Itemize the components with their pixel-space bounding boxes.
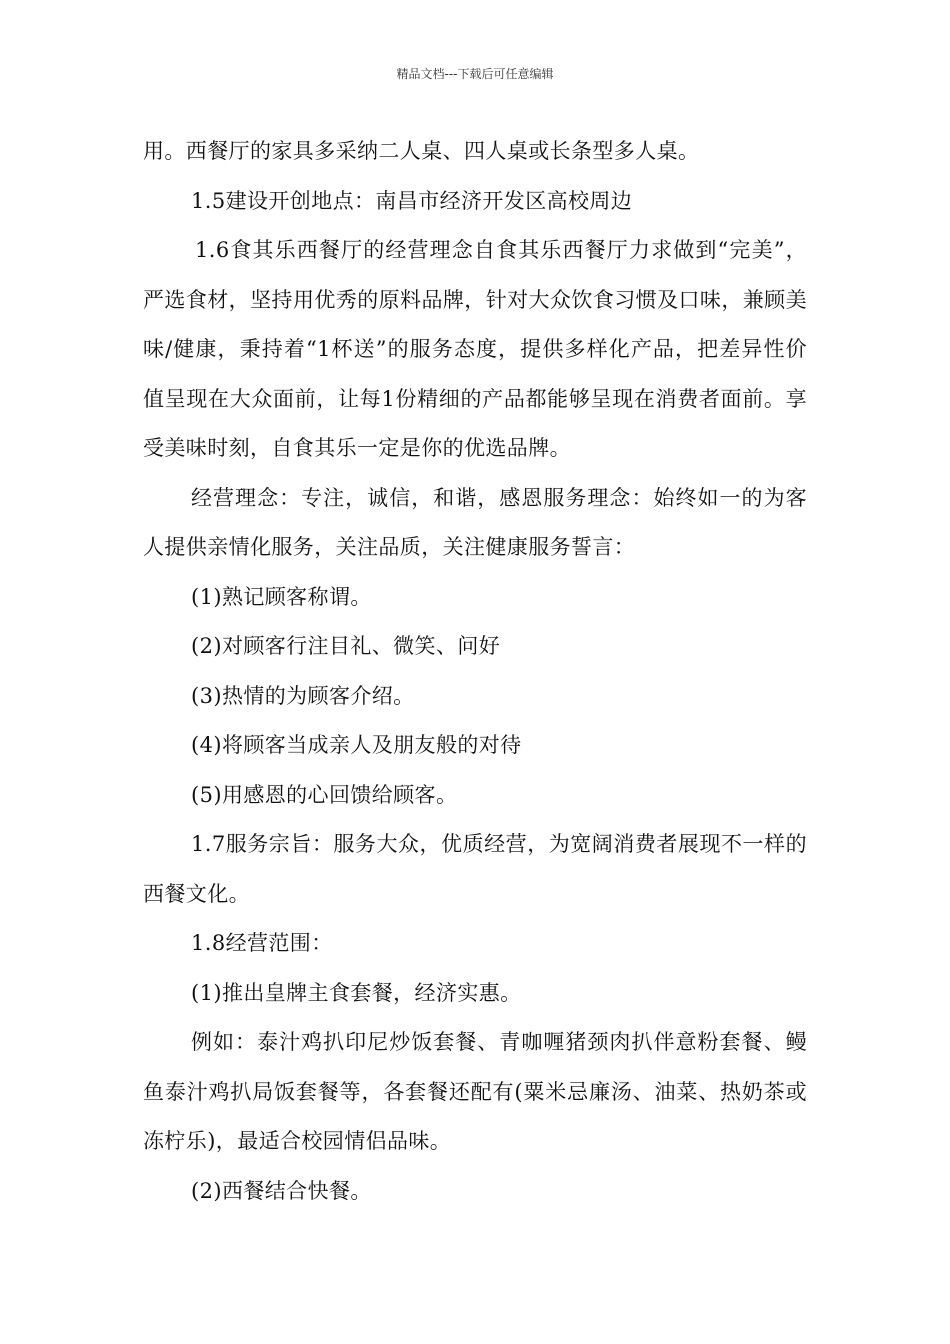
- paragraph-philosophy: 1.6食其乐西餐厅的经营理念自食其乐西餐厅力求做到“完美”，严选食材，坚持用优秀的原料品牌，针对大众饮食习惯及口味，兼顾美味/健康，秉持着“1杯送”的服务态度，提供多样化产品，把差异性价值呈现在大众面前，让每1份精细的产品都能够呈现在消费者面前。享受美味时刻，自食其乐一定是你的优选品牌。: [143, 238, 807, 460]
- paragraph-business-scope: 1.8经营范围：: [191, 931, 333, 955]
- document-body: [143, 127, 807, 1216]
- list-item-2: (2)对顾客行注目礼、微笑、问好: [191, 634, 501, 658]
- paragraph-service-purpose: 1.7服务宗旨：服务大众，优质经营，为宽阔消费者展现不一样的西餐文化。: [143, 832, 807, 906]
- scope-item-2: (2)西餐结合快餐。: [191, 1178, 372, 1203]
- list-item-5: (5)用感恩的心回馈给顾客。: [191, 782, 458, 807]
- paragraph-location: 1.5建设开创地点：南昌市经济开发区高校周边: [191, 188, 633, 213]
- paragraph-furniture: 用。西餐厅的家具多采纳二人桌、四人桌或长条型多人桌。: [143, 139, 700, 163]
- page-header: 精品文档---下载后可任意编辑: [396, 67, 554, 81]
- paragraph-business-concept: 经营理念：专注，诚信，和谐，感恩服务理念：始终如一的为客人提供亲情化服务，关注品质，关注健康服务誓言：: [143, 485, 807, 559]
- scope-item-1: (1)推出皇牌主食套餐，经济实惠。: [191, 980, 522, 1005]
- paragraph-example: 例如：泰汁鸡扒印尼炒饭套餐、青咖喱猪颈肉扒伴意粉套餐、鳗鱼泰汁鸡扒局饭套餐等，各套餐还配有(粟米忌廉汤、油菜、热奶茶或冻柠乐)，最适合校园情侣品味。: [143, 1030, 807, 1153]
- list-item-3: (3)热情的为顾客介绍。: [191, 683, 415, 708]
- list-item-4: (4)将顾客当成亲人及朋友般的对待: [191, 733, 522, 757]
- list-item-1: (1)熟记顾客称谓。: [191, 584, 372, 609]
